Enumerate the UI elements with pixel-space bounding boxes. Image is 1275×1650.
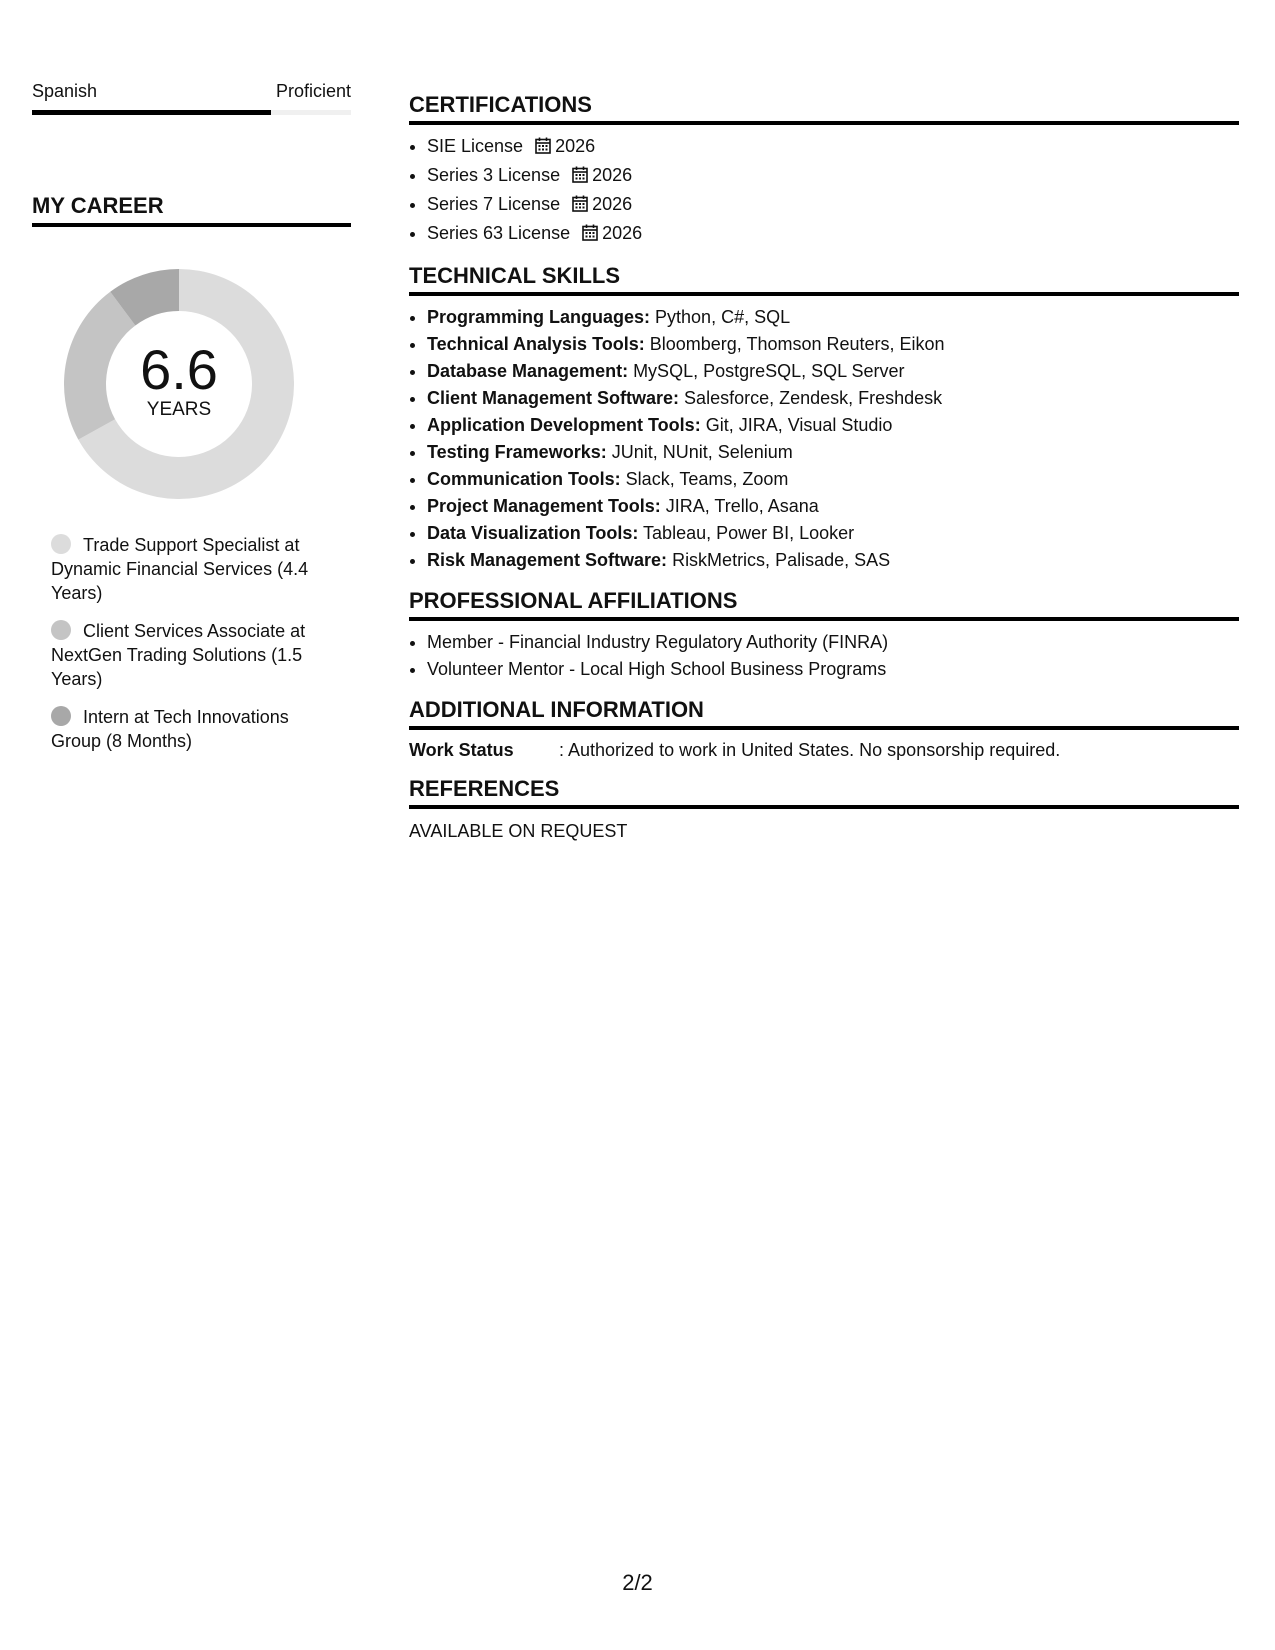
- career-legend-item: [51, 619, 341, 691]
- skill-item: [427, 493, 1239, 520]
- skill-item: [427, 358, 1239, 385]
- skill-label: Data Visualization Tools:: [427, 523, 639, 543]
- certification-year: 2026: [592, 165, 633, 185]
- skill-item: [427, 520, 1239, 547]
- skill-label: Technical Analysis Tools:: [427, 334, 645, 354]
- work-status-row: [409, 738, 1239, 762]
- references-section: [409, 776, 1239, 843]
- career-donut-chart: [64, 269, 294, 499]
- skill-label: Project Management Tools:: [427, 496, 661, 516]
- work-status-value: : Authorized to work in United States. No sponsorship required.: [559, 740, 1061, 760]
- skill-value: Salesforce, Zendesk, Freshdesk: [679, 388, 943, 408]
- references-title: REFERENCES: [409, 776, 1239, 809]
- skill-label: Programming Languages:: [427, 307, 651, 327]
- left-column: [32, 80, 351, 767]
- career-total-unit: YEARS: [146, 399, 212, 420]
- affiliations-title: PROFESSIONAL AFFILIATIONS: [409, 588, 1239, 621]
- donut-center: [64, 269, 294, 499]
- additional-info-title: ADDITIONAL INFORMATION: [409, 697, 1239, 730]
- legend-dot: [51, 706, 71, 726]
- certifications-title: CERTIFICATIONS: [409, 92, 1239, 125]
- certification-item: [427, 162, 1239, 191]
- certification-name: SIE License: [427, 136, 524, 156]
- skill-value: Bloomberg, Thomson Reuters, Eikon: [644, 334, 945, 354]
- calendar-icon: [535, 135, 551, 162]
- legend-dot: [51, 534, 71, 554]
- certification-year: 2026: [602, 223, 643, 243]
- certification-year: 2026: [555, 136, 596, 156]
- skill-value: MySQL, PostgreSQL, SQL Server: [628, 361, 905, 381]
- certification-year: 2026: [592, 194, 633, 214]
- skill-value: Git, JIRA, Visual Studio: [700, 415, 893, 435]
- skill-item: [427, 547, 1239, 574]
- skill-item: [427, 385, 1239, 412]
- language-proficiency-fill: [32, 110, 271, 115]
- skill-value: JIRA, Trello, Asana: [660, 496, 819, 516]
- calendar-icon: [572, 193, 588, 220]
- affiliations-list: [409, 629, 1239, 683]
- career-total-years: 6.6: [140, 338, 218, 401]
- affiliation-item: • Volunteer Mentor - Local High School Business Programs: [427, 656, 1239, 683]
- legend-dot: [51, 620, 71, 640]
- certification-item: [427, 133, 1239, 162]
- references-text: AVAILABLE ON REQUEST: [409, 821, 628, 841]
- skill-label: Communication Tools:: [427, 469, 621, 489]
- skill-value: Slack, Teams, Zoom: [620, 469, 789, 489]
- work-status-label: Work Status: [409, 740, 514, 760]
- page-number: 2/2: [622, 1570, 653, 1595]
- calendar-icon: [572, 164, 588, 191]
- career-legend-item: [51, 705, 341, 753]
- skill-item: [427, 412, 1239, 439]
- certification-item: [427, 191, 1239, 220]
- career-item-label: Intern at Tech Innovations Group (8 Months): [51, 707, 289, 751]
- certification-name: Series 63 License: [427, 223, 571, 243]
- technical-skills-section: [409, 263, 1239, 574]
- certifications-section: [409, 92, 1239, 249]
- skill-item: [427, 466, 1239, 493]
- career-legend-item: [51, 533, 341, 605]
- skill-label: Client Management Software:: [427, 388, 680, 408]
- language-row: [32, 80, 351, 102]
- career-section-title: MY CAREER: [32, 193, 351, 227]
- language-name: Spanish: [32, 81, 98, 101]
- language-level: Proficient: [275, 81, 351, 101]
- skill-item: [427, 331, 1239, 358]
- skill-value: Tableau, Power BI, Looker: [638, 523, 855, 543]
- certifications-list: [409, 133, 1239, 249]
- certification-item: [427, 220, 1239, 249]
- right-column: [409, 92, 1239, 857]
- skill-label: Testing Frameworks:: [427, 442, 607, 462]
- skills-list: [409, 304, 1239, 574]
- additional-info-section: [409, 697, 1239, 762]
- skill-value: JUnit, NUnit, Selenium: [606, 442, 793, 462]
- career-legend: [51, 533, 341, 753]
- affiliation-item: • Member - Financial Industry Regulatory Authority (FINRA): [427, 629, 1239, 656]
- skill-label: Database Management:: [427, 361, 629, 381]
- skill-value: Python, C#, SQL: [650, 307, 791, 327]
- affiliations-section: [409, 588, 1239, 683]
- skill-label: Risk Management Software:: [427, 550, 668, 570]
- skill-value: RiskMetrics, Palisade, SAS: [667, 550, 891, 570]
- career-item-label: Trade Support Specialist at Dynamic Financial Services (4.4 Years): [51, 535, 309, 603]
- certification-name: Series 3 License: [427, 165, 561, 185]
- language-proficiency-bar: [32, 110, 351, 115]
- skill-item: [427, 304, 1239, 331]
- skill-label: Application Development Tools:: [427, 415, 701, 435]
- skill-item: [427, 439, 1239, 466]
- calendar-icon: [582, 222, 598, 249]
- technical-skills-title: TECHNICAL SKILLS: [409, 263, 1239, 296]
- career-item-label: Client Services Associate at NextGen Trading Solutions (1.5 Years): [51, 621, 306, 689]
- certification-name: Series 7 License: [427, 194, 561, 214]
